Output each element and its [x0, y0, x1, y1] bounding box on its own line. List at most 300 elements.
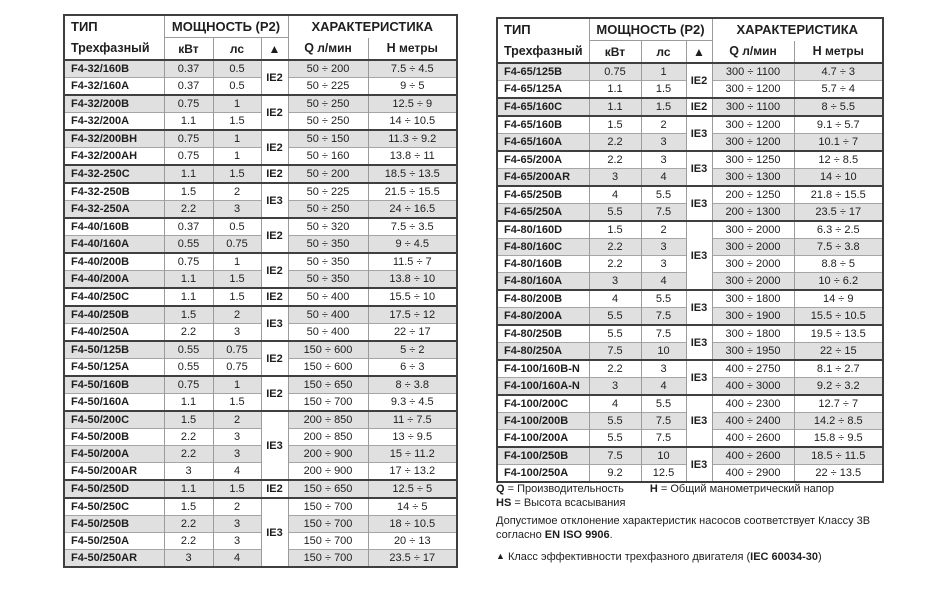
efficiency-class-cell: IE3: [686, 395, 712, 447]
power-hp-cell: 1.5: [213, 165, 261, 183]
flow-range-cell: 150 ÷ 700: [288, 550, 368, 568]
pump-row: [64, 550, 457, 568]
head-range-cell: 8 ÷ 5.5: [794, 98, 883, 116]
head-range-cell: 23.5 ÷ 17: [794, 204, 883, 222]
header-power: МОЩНОСТЬ (P2): [164, 15, 288, 38]
pump-row: [64, 165, 457, 183]
head-range-cell: 22 ÷ 13.5: [794, 465, 883, 483]
flow-range-cell: 300 ÷ 1100: [712, 98, 794, 116]
power-kw-cell: 1.5: [589, 221, 641, 239]
flow-range-cell: 50 ÷ 250: [288, 113, 368, 131]
pump-type-cell: F4-50/125A: [64, 359, 164, 377]
pump-type-cell: F4-100/200C: [497, 395, 589, 413]
flow-range-cell: 400 ÷ 3000: [712, 378, 794, 396]
pump-type-cell: F4-50/250AR: [64, 550, 164, 568]
pump-type-cell: F4-32/160B: [64, 60, 164, 78]
power-kw-cell: 0.75: [589, 63, 641, 81]
power-kw-cell: 1.1: [164, 113, 213, 131]
power-hp-cell: 4: [641, 169, 686, 187]
pump-row: [64, 148, 457, 166]
pump-type-cell: F4-32-250A: [64, 201, 164, 219]
legend-hs: [496, 497, 625, 511]
flow-range-cell: 300 ÷ 2000: [712, 273, 794, 291]
power-kw-cell: 2.2: [164, 324, 213, 342]
efficiency-class-cell: IE2: [261, 480, 288, 498]
power-kw-cell: 5.5: [589, 308, 641, 326]
efficiency-class-cell: IE3: [261, 411, 288, 480]
head-range-cell: 4.7 ÷ 3: [794, 63, 883, 81]
power-kw-cell: 5.5: [589, 413, 641, 430]
pump-type-cell: F4-80/250B: [497, 325, 589, 343]
power-kw-cell: 3: [589, 169, 641, 187]
pump-row: [64, 271, 457, 289]
flow-range-cell: 400 ÷ 2400: [712, 413, 794, 430]
tolerance-note-post: .: [609, 528, 613, 541]
flow-range-cell: 200 ÷ 900: [288, 446, 368, 463]
pump-type-cell: F4-65/160B: [497, 116, 589, 134]
power-kw-cell: 1.1: [164, 480, 213, 498]
pump-table-left: [63, 14, 458, 568]
power-kw-cell: 2.2: [164, 201, 213, 219]
flow-range-cell: 300 ÷ 1100: [712, 63, 794, 81]
power-kw-cell: 2.2: [589, 256, 641, 273]
flow-range-cell: 50 ÷ 400: [288, 324, 368, 342]
pump-type-cell: F4-80/250A: [497, 343, 589, 361]
power-kw-cell: 1.1: [589, 98, 641, 116]
legend-q: [496, 483, 624, 497]
power-hp-cell: 1: [641, 63, 686, 81]
power-hp-cell: 7.5: [641, 430, 686, 448]
head-range-cell: 6 ÷ 3: [368, 359, 457, 377]
flow-range-cell: 200 ÷ 850: [288, 429, 368, 446]
pump-type-cell: F4-80/200B: [497, 290, 589, 308]
flow-range-cell: 400 ÷ 2750: [712, 360, 794, 378]
power-kw-cell: 1.1: [164, 271, 213, 289]
pump-type-cell: F4-50/250C: [64, 498, 164, 516]
power-kw-cell: 0.75: [164, 376, 213, 394]
header-flow: [288, 38, 368, 61]
power-kw-cell: 5.5: [589, 430, 641, 448]
power-kw-cell: 0.37: [164, 218, 213, 236]
flow-range-cell: 200 ÷ 1250: [712, 186, 794, 204]
pump-row: [497, 325, 883, 343]
efficiency-class-cell: IE3: [261, 306, 288, 341]
header-hp: лс: [641, 41, 686, 64]
pump-type-cell: F4-100/200B: [497, 413, 589, 430]
pump-type-cell: F4-32/200A: [64, 113, 164, 131]
pump-type-cell: F4-80/160C: [497, 239, 589, 256]
legend-q-text: = Производительность: [504, 483, 624, 495]
power-kw-cell: 7.5: [589, 447, 641, 465]
power-hp-cell: 0.75: [213, 236, 261, 254]
power-kw-cell: 1.1: [589, 81, 641, 99]
legend-h: [650, 483, 834, 497]
header-characteristic: ХАРАКТЕРИСТИКА: [712, 18, 883, 41]
pump-table-right: [496, 17, 884, 483]
flow-range-cell: 150 ÷ 700: [288, 533, 368, 550]
pump-type-cell: F4-80/200A: [497, 308, 589, 326]
power-hp-cell: 10: [641, 343, 686, 361]
power-hp-cell: 1.5: [641, 81, 686, 99]
flow-range-cell: 300 ÷ 1200: [712, 81, 794, 99]
efficiency-class-cell: IE2: [261, 130, 288, 165]
pump-row: [64, 463, 457, 481]
pump-row: [64, 498, 457, 516]
pump-type-cell: F4-50/200AR: [64, 463, 164, 481]
head-range-cell: 7.5 ÷ 4.5: [368, 60, 457, 78]
power-hp-cell: 7.5: [641, 325, 686, 343]
pump-row: [497, 98, 883, 116]
flow-range-cell: 50 ÷ 350: [288, 236, 368, 254]
power-hp-cell: 0.5: [213, 78, 261, 96]
flow-range-cell: 50 ÷ 350: [288, 271, 368, 289]
power-hp-cell: 7.5: [641, 308, 686, 326]
flow-range-cell: 50 ÷ 320: [288, 218, 368, 236]
power-hp-cell: 3: [641, 256, 686, 273]
flow-range-cell: 50 ÷ 400: [288, 288, 368, 306]
power-kw-cell: 1.5: [164, 411, 213, 429]
table-body: [64, 60, 457, 567]
pump-row: [64, 288, 457, 306]
header-type: [497, 18, 589, 63]
efficiency-class-cell: IE3: [686, 116, 712, 151]
head-range-cell: 18.5 ÷ 11.5: [794, 447, 883, 465]
flow-range-cell: 150 ÷ 700: [288, 498, 368, 516]
header-power: МОЩНОСТЬ (P2): [589, 18, 712, 41]
pump-type-cell: F4-50/200C: [64, 411, 164, 429]
head-range-cell: 10 ÷ 6.2: [794, 273, 883, 291]
flow-range-cell: 300 ÷ 2000: [712, 256, 794, 273]
efficiency-class-cell: IE2: [261, 288, 288, 306]
flow-range-cell: 50 ÷ 350: [288, 253, 368, 271]
power-kw-cell: 1.5: [589, 116, 641, 134]
power-kw-cell: 1.1: [164, 394, 213, 412]
power-hp-cell: 5.5: [641, 290, 686, 308]
pump-type-cell: F4-40/250B: [64, 306, 164, 324]
pump-type-cell: F4-40/160B: [64, 218, 164, 236]
power-kw-cell: 1.1: [164, 288, 213, 306]
efficiency-class-cell: IE2: [686, 63, 712, 98]
head-range-cell: 7.5 ÷ 3.5: [368, 218, 457, 236]
power-hp-cell: 1.5: [213, 288, 261, 306]
pump-row: [64, 516, 457, 533]
power-hp-cell: 0.75: [213, 341, 261, 359]
pump-type-cell: F4-100/160A-N: [497, 378, 589, 396]
efficiency-class-cell: IE2: [261, 165, 288, 183]
power-kw-cell: 2.2: [164, 516, 213, 533]
header-flow: [712, 41, 794, 64]
header-phase-label: Трехфазный: [71, 40, 150, 55]
power-hp-cell: 12.5: [641, 465, 686, 483]
power-hp-cell: 3: [641, 151, 686, 169]
flow-range-cell: 200 ÷ 900: [288, 463, 368, 481]
efficiency-class-cell: IE2: [686, 98, 712, 116]
flow-range-cell: 150 ÷ 600: [288, 359, 368, 377]
pump-row: [64, 183, 457, 201]
head-range-cell: 12.5 ÷ 9: [368, 95, 457, 113]
power-kw-cell: 1.5: [164, 306, 213, 324]
power-hp-cell: 2: [213, 411, 261, 429]
power-kw-cell: 0.75: [164, 253, 213, 271]
power-hp-cell: 3: [213, 516, 261, 533]
pump-table-left-wrap: [63, 14, 458, 568]
power-kw-cell: 2.2: [164, 446, 213, 463]
power-hp-cell: 4: [641, 378, 686, 396]
pump-type-cell: F4-40/200A: [64, 271, 164, 289]
flow-range-cell: 400 ÷ 2300: [712, 395, 794, 413]
power-hp-cell: 1: [213, 95, 261, 113]
flow-range-cell: 300 ÷ 1800: [712, 325, 794, 343]
efficiency-class-cell: IE2: [261, 341, 288, 376]
power-kw-cell: 5.5: [589, 325, 641, 343]
power-hp-cell: 1: [213, 130, 261, 148]
pump-type-cell: F4-40/250C: [64, 288, 164, 306]
power-kw-cell: 3: [589, 273, 641, 291]
efficiency-footnote: [496, 551, 898, 565]
power-hp-cell: 1.5: [213, 480, 261, 498]
pump-type-cell: F4-50/125B: [64, 341, 164, 359]
power-kw-cell: 3: [164, 463, 213, 481]
pump-row: [64, 480, 457, 498]
power-hp-cell: 3: [641, 360, 686, 378]
head-range-cell: 9.3 ÷ 4.5: [368, 394, 457, 412]
head-range-cell: 12.5 ÷ 5: [368, 480, 457, 498]
head-range-cell: 9 ÷ 5: [368, 78, 457, 96]
pump-row: [64, 411, 457, 429]
pump-type-cell: F4-50/200B: [64, 429, 164, 446]
flow-range-cell: 300 ÷ 2000: [712, 239, 794, 256]
header-kw: кВт: [589, 41, 641, 64]
header-hp: лс: [213, 38, 261, 61]
head-range-cell: 10.1 ÷ 7: [794, 134, 883, 152]
pump-type-cell: F4-65/160A: [497, 134, 589, 152]
pump-type-cell: F4-50/160A: [64, 394, 164, 412]
flow-range-cell: 50 ÷ 225: [288, 183, 368, 201]
pump-type-cell: F4-50/250D: [64, 480, 164, 498]
flow-range-cell: 300 ÷ 1950: [712, 343, 794, 361]
pump-row: [497, 151, 883, 169]
flow-range-cell: 200 ÷ 1300: [712, 204, 794, 222]
efficiency-class-cell: IE3: [686, 151, 712, 186]
power-kw-cell: 0.55: [164, 236, 213, 254]
pump-type-cell: F4-100/160B-N: [497, 360, 589, 378]
pump-type-cell: F4-32/200B: [64, 95, 164, 113]
head-range-cell: 21.8 ÷ 15.5: [794, 186, 883, 204]
flow-range-cell: 50 ÷ 225: [288, 78, 368, 96]
pump-type-cell: F4-32-250C: [64, 165, 164, 183]
legend-h-text: = Общий манометрический напор: [657, 483, 834, 495]
flow-range-cell: 300 ÷ 1800: [712, 290, 794, 308]
power-kw-cell: 2.2: [589, 239, 641, 256]
flow-range-cell: 300 ÷ 1900: [712, 308, 794, 326]
efficiency-class-cell: IE3: [686, 290, 712, 325]
power-hp-cell: 1.5: [641, 98, 686, 116]
header-flow-unit: л/мин: [738, 44, 777, 59]
power-hp-cell: 4: [213, 463, 261, 481]
legend-q-symbol: Q: [496, 483, 505, 495]
head-range-cell: 5.7 ÷ 4: [794, 81, 883, 99]
head-range-cell: 19.5 ÷ 13.5: [794, 325, 883, 343]
head-range-cell: 15.5 ÷ 10: [368, 288, 457, 306]
pump-type-cell: F4-50/200A: [64, 446, 164, 463]
flow-range-cell: 300 ÷ 1300: [712, 169, 794, 187]
head-range-cell: 8.8 ÷ 5: [794, 256, 883, 273]
efficiency-class-cell: IE3: [261, 498, 288, 567]
table-header: [497, 18, 883, 63]
footnote-standard: IEC 60034-30: [750, 551, 819, 563]
power-hp-cell: 5.5: [641, 395, 686, 413]
head-range-cell: 11.5 ÷ 7: [368, 253, 457, 271]
pump-type-cell: F4-50/250A: [64, 533, 164, 550]
head-range-cell: 9 ÷ 4.5: [368, 236, 457, 254]
flow-range-cell: 300 ÷ 1200: [712, 116, 794, 134]
legend-hs-symbol: HS: [496, 496, 512, 509]
head-range-cell: 13.8 ÷ 11: [368, 148, 457, 166]
power-hp-cell: 1: [213, 253, 261, 271]
pump-row: [64, 324, 457, 342]
pump-type-cell: F4-65/125A: [497, 81, 589, 99]
power-hp-cell: 5.5: [641, 186, 686, 204]
head-range-cell: 17.5 ÷ 12: [368, 306, 457, 324]
efficiency-class-cell: IE3: [261, 183, 288, 218]
pump-row: [64, 113, 457, 131]
head-range-cell: 8 ÷ 3.8: [368, 376, 457, 394]
power-hp-cell: 2: [213, 306, 261, 324]
header-type: [64, 15, 164, 60]
power-kw-cell: 2.2: [164, 533, 213, 550]
header-head: [368, 38, 457, 61]
power-hp-cell: 10: [641, 447, 686, 465]
power-hp-cell: 2: [213, 183, 261, 201]
table-header: [64, 15, 457, 60]
header-kw: кВт: [164, 38, 213, 61]
header-type-label: ТИП: [504, 21, 531, 37]
head-range-cell: 23.5 ÷ 17: [368, 550, 457, 568]
power-hp-cell: 4: [213, 550, 261, 568]
power-hp-cell: 1: [213, 376, 261, 394]
efficiency-class-cell: IE2: [261, 253, 288, 288]
power-kw-cell: 7.5: [589, 343, 641, 361]
head-range-cell: 24 ÷ 16.5: [368, 201, 457, 219]
pump-type-cell: F4-65/250A: [497, 204, 589, 222]
pump-type-cell: F4-40/160A: [64, 236, 164, 254]
flow-range-cell: 50 ÷ 200: [288, 165, 368, 183]
head-range-cell: 11.3 ÷ 9.2: [368, 130, 457, 148]
pump-row: [497, 360, 883, 378]
pump-row: [64, 78, 457, 96]
head-range-cell: 20 ÷ 13: [368, 533, 457, 550]
head-range-cell: 9.2 ÷ 3.2: [794, 378, 883, 396]
efficiency-triangle-icon: ▲: [686, 41, 712, 64]
pump-type-cell: F4-80/160B: [497, 256, 589, 273]
power-kw-cell: 0.37: [164, 78, 213, 96]
efficiency-class-cell: IE2: [261, 218, 288, 253]
power-kw-cell: 0.75: [164, 148, 213, 166]
header-head: [794, 41, 883, 64]
header-phase-label: Трехфазный: [504, 43, 583, 58]
head-range-cell: 13 ÷ 9.5: [368, 429, 457, 446]
head-range-cell: 21.5 ÷ 15.5: [368, 183, 457, 201]
power-kw-cell: 1.5: [164, 183, 213, 201]
power-kw-cell: 2.2: [589, 134, 641, 152]
pump-row: [497, 63, 883, 81]
pump-type-cell: F4-50/160B: [64, 376, 164, 394]
pump-type-cell: F4-80/160A: [497, 273, 589, 291]
tolerance-note: [496, 515, 898, 542]
efficiency-class-cell: IE2: [261, 95, 288, 130]
flow-range-cell: 300 ÷ 1250: [712, 151, 794, 169]
header-flow-unit: л/мин: [313, 41, 352, 56]
pump-row: [64, 236, 457, 254]
head-range-cell: 14 ÷ 9: [794, 290, 883, 308]
head-range-cell: 14 ÷ 10: [794, 169, 883, 187]
power-kw-cell: 3: [589, 378, 641, 396]
power-kw-cell: 1.5: [164, 498, 213, 516]
head-range-cell: 14 ÷ 5: [368, 498, 457, 516]
pump-type-cell: F4-65/250B: [497, 186, 589, 204]
flow-range-cell: 400 ÷ 2600: [712, 430, 794, 448]
pump-row: [64, 130, 457, 148]
flow-range-cell: 150 ÷ 650: [288, 480, 368, 498]
tolerance-note-line1: Допустимое отклонение характеристик насосов соответствует Классу 3В: [496, 515, 871, 527]
footnote-text: Класс эффективности трехфазного двигателя (: [504, 551, 751, 563]
flow-range-cell: 50 ÷ 250: [288, 95, 368, 113]
pump-row: [64, 376, 457, 394]
header-head-unit: метры: [395, 41, 438, 56]
head-range-cell: 9.1 ÷ 5.7: [794, 116, 883, 134]
power-hp-cell: 7.5: [641, 413, 686, 430]
power-hp-cell: 3: [213, 533, 261, 550]
head-range-cell: 18 ÷ 10.5: [368, 516, 457, 533]
pump-row: [497, 186, 883, 204]
header-head-symbol: H: [386, 41, 396, 56]
pump-type-cell: F4-40/250A: [64, 324, 164, 342]
efficiency-triangle-icon: ▲: [261, 38, 288, 61]
power-kw-cell: 4: [589, 290, 641, 308]
power-hp-cell: 2: [641, 221, 686, 239]
head-range-cell: 18.5 ÷ 13.5: [368, 165, 457, 183]
head-range-cell: 6.3 ÷ 2.5: [794, 221, 883, 239]
pump-type-cell: F4-32-250B: [64, 183, 164, 201]
efficiency-class-cell: IE2: [261, 376, 288, 411]
pump-row: [64, 60, 457, 78]
legend-hs-text: = Высота всасывания: [511, 496, 626, 509]
power-hp-cell: 1: [213, 148, 261, 166]
legend-line-qh: [496, 483, 898, 497]
flow-range-cell: 400 ÷ 2600: [712, 447, 794, 465]
power-hp-cell: 0.5: [213, 60, 261, 78]
legend-footer: [496, 483, 898, 565]
tolerance-note-pre: согласно: [496, 528, 545, 541]
power-kw-cell: 9.2: [589, 465, 641, 483]
power-kw-cell: 2.2: [589, 151, 641, 169]
pump-row: [64, 253, 457, 271]
power-kw-cell: 3: [164, 550, 213, 568]
power-hp-cell: 4: [641, 273, 686, 291]
power-kw-cell: 2.2: [589, 360, 641, 378]
flow-range-cell: 150 ÷ 700: [288, 516, 368, 533]
head-range-cell: 15 ÷ 11.2: [368, 446, 457, 463]
power-hp-cell: 2: [641, 116, 686, 134]
power-hp-cell: 7.5: [641, 204, 686, 222]
table-body: [497, 63, 883, 482]
efficiency-class-cell: IE3: [686, 186, 712, 221]
flow-range-cell: 150 ÷ 700: [288, 394, 368, 412]
pump-type-cell: F4-80/160D: [497, 221, 589, 239]
pump-type-cell: F4-50/250B: [64, 516, 164, 533]
flow-range-cell: 50 ÷ 150: [288, 130, 368, 148]
footnote-triangle-icon: ▲: [496, 551, 505, 561]
